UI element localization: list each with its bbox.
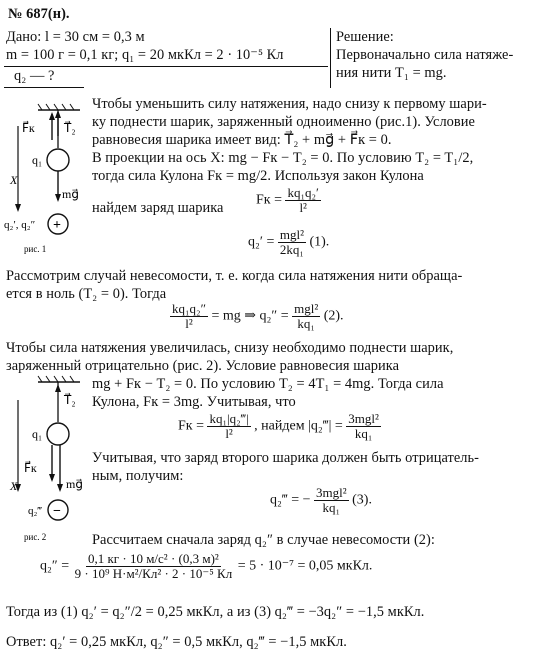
para1-line-5: тогда сила Кулона Fк = mg/2. Используя закон Кулона	[92, 168, 424, 184]
f2-num: mgl²	[279, 227, 304, 242]
fig2-axis-label: X	[10, 479, 18, 493]
formula-3	[270, 486, 372, 515]
f3-tag: (2).	[323, 308, 344, 324]
f4-lhs2: |q₂‴| =	[308, 418, 343, 434]
f3-den1: l²	[185, 316, 193, 331]
fig2-force-label: F⃗к	[24, 461, 37, 475]
answer-line: Ответ: q₂′ = 0,25 мкКл, q₂″ = 0,5 мкКл, q₂‴ = −1,5 мкКл.	[6, 634, 347, 650]
fig2-q2-label: q₂‴	[28, 505, 42, 517]
para1-line-4: В проекции на ось X: mg − Fк − T₂ = 0. По условию T₂ = T₁/2,	[92, 150, 474, 166]
formula-1	[248, 228, 329, 257]
solution-line-2: ния нити T₁ = mg.	[336, 65, 447, 81]
f5-num: 3mgl²	[316, 485, 347, 500]
para2-line-1: Рассмотрим случай невесомости, т. е. когда сила натяжения нити обраща-	[6, 268, 463, 284]
f2-tag: (1).	[309, 234, 330, 250]
fig1-q2-label: q₂′, q₂″	[4, 219, 36, 231]
fig1-mg-label: mg⃗	[62, 187, 79, 201]
given-line-1: Дано: l = 30 см = 0,3 м	[6, 29, 145, 45]
find-value: q₂ — ?	[14, 68, 55, 84]
fig1-force-label: F⃗к	[22, 121, 35, 135]
formula-2	[170, 302, 344, 331]
fig2-mg-label: mg⃗	[66, 477, 83, 491]
formula-coulomb	[256, 186, 321, 215]
para1-line-3: равновесия шарика имеет вид: T⃗₂ + mg⃗ + F⃗к = 0.	[92, 132, 392, 148]
fig1-axis-label: X	[10, 173, 18, 187]
formula-coulomb-2	[178, 412, 381, 441]
given-line-2: m = 100 г = 0,1 кг; q₁ = 20 мкКл = 2 · 10⁻⁵ Кл	[6, 47, 284, 63]
f1-num: kq₁q₂′	[287, 185, 319, 200]
para5-line-1: Учитывая, что заряд второго шарика должен быть отрицатель-	[92, 450, 479, 466]
solution-divider	[330, 28, 331, 88]
fig1-charge-sign: +	[53, 218, 61, 233]
f4-den2: kq₁	[354, 426, 373, 441]
f3-den2: kq₁	[297, 316, 315, 331]
f3-num1: kq₁q₂″	[172, 301, 206, 316]
para5-line-2: ным, получим:	[92, 468, 184, 484]
solution-heading: Решение:	[336, 29, 394, 45]
fig2-q1-label: q₁	[32, 427, 43, 441]
f6-rhs: = 5 · 10⁻⁷ = 0,05 мкКл.	[237, 558, 373, 574]
formula-numeric	[40, 552, 372, 581]
para6: Рассчитаем сначала заряд q₂″ в случае невесомости (2):	[92, 532, 435, 548]
fig1-caption: рис. 1	[24, 244, 47, 254]
f3-num2: mgl²	[294, 301, 319, 316]
fig2-caption: рис. 2	[24, 532, 47, 542]
f5-tag: (3).	[352, 492, 372, 508]
f6-den: 9 · 10⁹ Н·м²/Кл² · 2 · 10⁻⁵ Кл	[74, 566, 233, 581]
f4-lhs: Fк =	[178, 418, 204, 434]
f5-den: kq₁	[322, 500, 341, 515]
para2-line-2: ется в ноль (T₂ = 0). Тогда	[6, 286, 167, 302]
para7: Тогда из (1) q₂′ = q₂″/2 = 0,25 мкКл, а из (3) q₂‴ = −3q₂″ = −1,5 мкКл.	[6, 604, 425, 620]
find-underline	[4, 87, 84, 88]
f2-lhs: q₂′ =	[248, 234, 275, 250]
fig1-tension-label: T⃗₂	[64, 121, 76, 135]
para1-line-1: Чтобы уменьшить силу натяжения, надо снизу к первому шари-	[92, 96, 487, 112]
f5-fraction	[314, 486, 349, 515]
figure-2	[0, 372, 86, 552]
f4-den1: l²	[225, 426, 233, 441]
solution-line-1: Первоначально сила натяже-	[336, 47, 514, 63]
para1-line-2: ку поднести шарик, заряженный одноименно (рис.1). Условие	[92, 114, 475, 130]
f3-fraction-1	[170, 302, 208, 331]
fig1-q1-label: q₁	[32, 153, 43, 167]
fig2-charge-sign: −	[53, 504, 61, 519]
f4-num1: kq₁|q₂‴|	[209, 411, 249, 426]
f4-fraction-1	[207, 412, 250, 441]
f4-num2: 3mgl²	[348, 411, 379, 426]
para3-line-2: заряженный отрицательно (рис. 2). Условие равновесия шарика	[6, 358, 400, 374]
f3-mid: = mg ⇒ q₂″ =	[211, 308, 289, 324]
fig2-tension-label: T⃗₂	[64, 393, 76, 407]
para3-line-1: Чтобы сила натяжения увеличилась, снизу необходимо поднести шарик,	[6, 340, 454, 356]
given-divider	[4, 66, 328, 67]
f2-fraction	[278, 228, 306, 257]
f2-den: 2kq₁	[279, 242, 304, 257]
f6-num: 0,1 кг · 10 м/с² · (0,3 м)²	[87, 551, 219, 566]
problem-number: № 687(н).	[8, 6, 70, 22]
f6-fraction	[73, 552, 235, 581]
f6-lhs: q₂″ =	[40, 558, 70, 574]
para4-line-1: mg + Fк − T₂ = 0. По условию T₂ = 4T₁ = 4mg. Тогда сила	[92, 376, 444, 392]
f1-lhs: Fк =	[256, 192, 282, 208]
f4-fraction-2	[346, 412, 381, 441]
find-charge-text: найдем заряд шарика	[92, 200, 224, 216]
f3-fraction-2	[292, 302, 320, 331]
f1-den: l²	[299, 200, 307, 215]
para4-line-2: Кулона, Fк = 3mg. Учитывая, что	[92, 394, 296, 410]
f4-mid: , найдем	[254, 418, 305, 434]
f5-lhs: q₂‴ = −	[270, 492, 311, 508]
f1-fraction	[285, 186, 320, 215]
